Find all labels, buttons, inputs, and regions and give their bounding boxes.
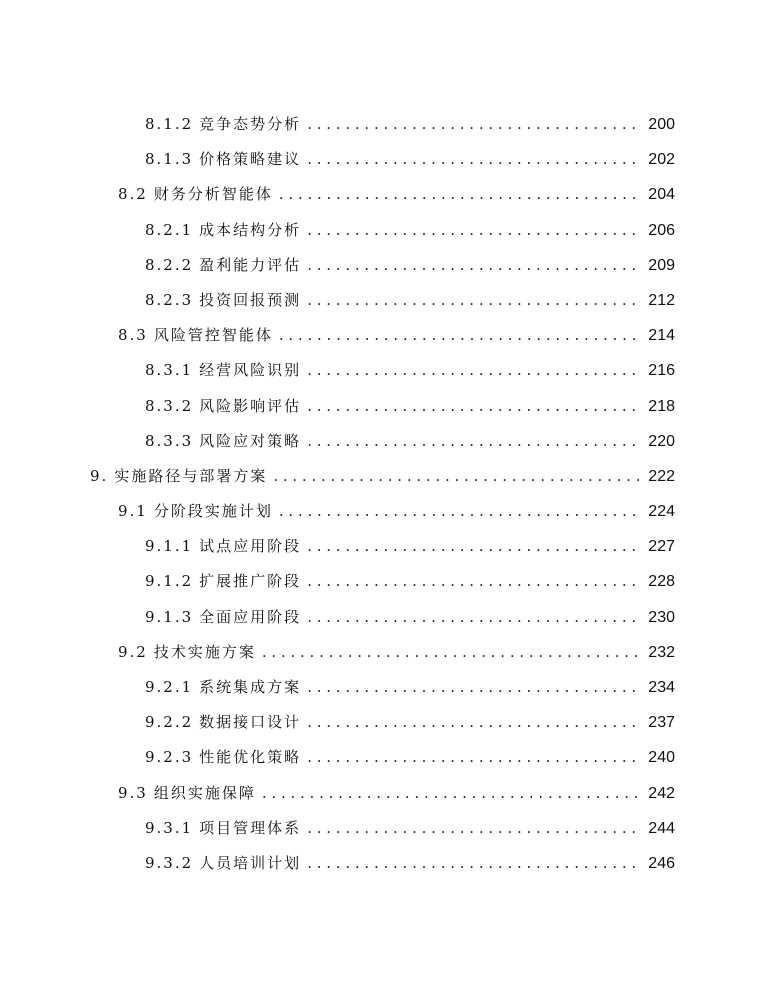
toc-section-title: 实施路径与部署方案 [114,466,268,485]
toc-entry[interactable] [0,705,675,740]
dot-leader [307,283,640,318]
toc-section-title: 试点应用阶段 [199,537,302,556]
table-of-contents [0,107,765,881]
toc-section-number: 9.1.2 [145,572,194,591]
dot-leader [307,107,640,142]
toc-section-title: 风险管控智能体 [153,326,273,345]
toc-section-number: 9.2.1 [145,678,194,696]
dot-leader [279,318,640,353]
toc-page-number: 209 [648,256,675,274]
toc-section-number: 8.2.1 [145,220,194,239]
toc-page-number: 237 [648,714,675,732]
dot-leader [307,846,640,881]
toc-section-title: 竞争态势分析 [199,115,302,133]
toc-section-title: 成本结构分析 [199,220,302,239]
dot-leader [279,494,640,529]
toc-page-number: 228 [648,573,675,591]
toc-page-number: 214 [648,327,675,345]
toc-section-number: 9.3.2 [145,853,194,872]
toc-entry[interactable] [0,107,675,142]
dot-leader [307,811,640,846]
toc-page-number: 212 [648,291,675,309]
toc-entry[interactable] [0,670,675,705]
toc-entry[interactable] [0,494,675,529]
toc-section-number: 8.3.3 [145,431,194,450]
toc-page-number: 202 [648,151,675,169]
toc-section-number: 8.2 [118,185,148,204]
toc-section-number: 8.2.3 [145,290,194,309]
dot-leader [307,142,640,177]
toc-page-number: 218 [648,397,675,415]
dot-leader [307,529,640,564]
toc-entry[interactable] [0,389,675,424]
toc-entry-title [145,213,301,248]
toc-section-number: 8.1.2 [145,115,194,133]
toc-entry-title [145,811,301,846]
toc-entry-title [145,740,301,775]
toc-entry[interactable] [0,459,675,494]
dot-leader [307,600,640,635]
toc-page-number: 242 [648,784,675,802]
toc-section-number: 9.1.1 [145,537,194,556]
toc-section-number: 9.3 [118,783,148,802]
toc-section-number: 8.1.3 [145,150,194,169]
toc-section-title: 财务分析智能体 [153,185,273,204]
dot-leader [307,389,640,424]
toc-entry[interactable] [0,776,675,811]
dot-leader [262,635,640,670]
toc-section-number: 9.2.3 [145,748,194,767]
toc-entry-title [145,248,301,283]
toc-entry-title [145,353,301,388]
toc-page-number: 227 [648,538,675,556]
dot-leader [307,740,640,775]
toc-section-title: 性能优化策略 [199,748,302,767]
toc-section-title: 扩展推广阶段 [199,572,302,591]
toc-entry-title [145,846,301,881]
toc-section-title: 人员培训计划 [199,853,302,872]
toc-entry-title [145,424,301,459]
toc-entry-title [118,635,256,670]
dot-leader [273,459,640,494]
toc-entry[interactable] [0,600,675,635]
toc-section-number: 8.2.2 [145,255,194,274]
dot-leader [307,705,640,740]
toc-entry-title [145,705,301,740]
toc-entry-title [145,107,301,142]
toc-entry[interactable] [0,529,675,564]
toc-section-number: 9.2 [118,642,148,661]
toc-section-title: 技术实施方案 [153,642,256,661]
toc-section-number: 9.2.2 [145,713,194,732]
toc-entry-title [145,600,301,635]
dot-leader [262,776,640,811]
toc-entry-title [118,177,273,212]
toc-page-number: 232 [648,643,675,661]
dot-leader [307,670,640,705]
dot-leader [307,248,640,283]
dot-leader [279,177,640,212]
toc-section-title: 组织实施保障 [153,783,256,802]
toc-entry-title [145,142,301,177]
toc-section-title: 经营风险识别 [199,361,302,380]
toc-page-number: 240 [648,749,675,767]
toc-section-number: 8.3 [118,326,148,345]
toc-entry[interactable] [0,353,675,388]
toc-entry-title [145,389,301,424]
toc-section-number: 9.3.1 [145,818,194,837]
toc-entry-title [145,529,301,564]
toc-page-number: 204 [648,186,675,204]
toc-section-title: 盈利能力评估 [199,255,302,274]
toc-section-number: 8.3.2 [145,396,194,415]
toc-section-title: 全面应用阶段 [199,607,302,626]
toc-section-number: 8.3.1 [145,361,194,380]
toc-section-title: 项目管理体系 [199,818,302,837]
dot-leader [307,424,640,459]
toc-section-title: 风险应对策略 [199,431,302,450]
toc-page-number: 200 [648,116,675,133]
dot-leader [307,213,640,248]
toc-section-number: 9.1 [118,502,148,521]
toc-entry[interactable] [0,177,675,212]
dot-leader [307,564,640,599]
toc-entry-title [118,776,256,811]
toc-page-number: 224 [648,503,675,521]
toc-page-number: 246 [648,854,675,872]
toc-entry[interactable] [0,248,675,283]
toc-section-title: 风险影响评估 [199,396,302,415]
toc-page-number: 230 [648,608,675,626]
toc-page-number: 216 [648,362,675,380]
toc-section-title: 投资回报预测 [199,290,302,309]
toc-entry-title [145,564,301,599]
toc-entry[interactable] [0,564,675,599]
toc-page-number: 206 [648,221,675,239]
dot-leader [307,353,640,388]
toc-section-title: 分阶段实施计划 [153,502,273,521]
toc-entry[interactable] [0,318,675,353]
toc-entry-title [118,318,273,353]
toc-entry[interactable] [0,740,675,775]
toc-entry[interactable] [0,846,675,881]
toc-entry-title [145,670,301,705]
toc-entry-title [145,283,301,318]
toc-page-number: 234 [648,679,675,696]
toc-entry-title [118,494,273,529]
toc-section-number: 9. [90,466,109,485]
toc-entry[interactable] [0,424,675,459]
toc-section-number: 9.1.3 [145,607,194,626]
toc-entry-title [90,459,267,494]
toc-section-title: 价格策略建议 [199,150,302,169]
toc-entry[interactable] [0,635,675,670]
toc-entry[interactable] [0,283,675,318]
toc-page-number: 222 [648,467,675,485]
toc-entry[interactable] [0,213,675,248]
toc-page-number: 244 [648,819,675,837]
toc-entry[interactable] [0,142,675,177]
toc-entry[interactable] [0,811,675,846]
toc-section-title: 数据接口设计 [199,713,302,732]
toc-section-title: 系统集成方案 [199,678,302,696]
toc-page-number: 220 [648,432,675,450]
